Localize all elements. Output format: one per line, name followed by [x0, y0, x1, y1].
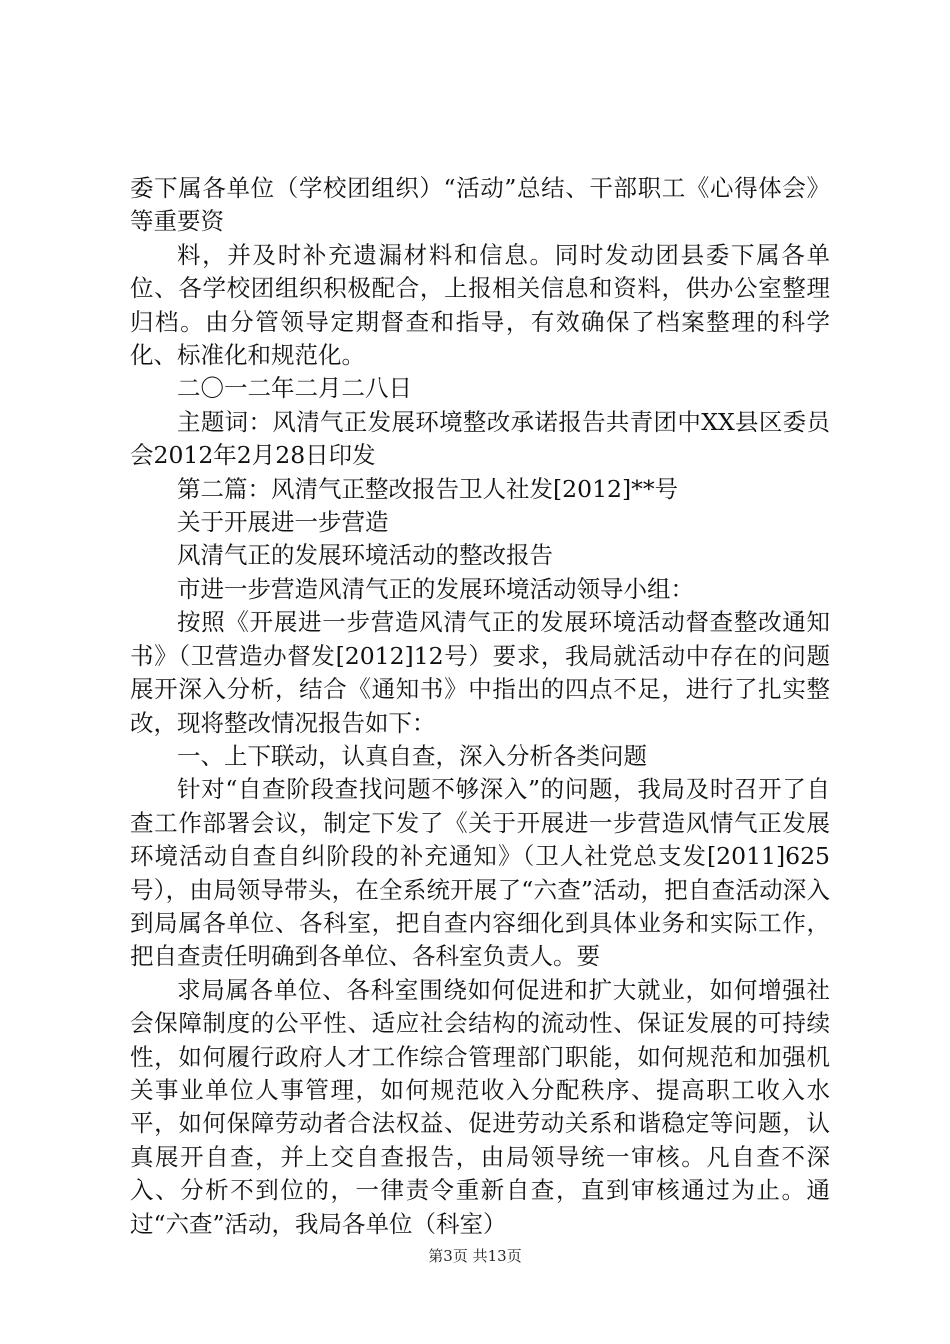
paragraph-keywords: 主题词：风清气正发展环境整改承诺报告共青团中XX县区委员会2012年2月28日印发	[130, 407, 830, 470]
page-number-footer: 第3页 共13页	[428, 1247, 522, 1265]
document-body	[130, 172, 830, 1241]
paragraph-date: 二〇一二年二月二八日	[177, 374, 412, 403]
paragraph-section-body-1: 针对“自查阶段查找问题不够深入”的问题，我局及时召开了自查工作部署会议，制定下发了《关于开展进一步营造风情气正发展环境活动自查自纠阶段的补充通知》（卫人社党总支发[2011]625号），由局领导带头，在全系统开展了“六查”活动，把自查活动深入到局属各单位、各科室，把自查内容细化到具体业务和实际工作，把自查责任明确到各单位、各科室负责人。要	[130, 775, 830, 971]
paragraph-section-heading-1: 一、上下联动，认真自查，深入分析各类问题	[177, 741, 647, 770]
paragraph-report-title-line-1: 关于开展进一步营造	[177, 508, 389, 537]
paragraph-recipient: 市进一步营造风清气正的发展环境活动领导小组：	[177, 574, 694, 603]
paragraph-section-body-2: 求局属各单位、各科室围绕如何促进和扩大就业，如何增强社会保障制度的公平性、适应社会结构的流动性、保证发展的可持续性，如何履行政府人才工作综合管理部门职能，如何规范和加强机关事业单位人事管理，如何规范收入分配秩序、提高职工收入水平，如何保障劳动者合法权益、促进劳动关系和谐稳定等问题，认真展开自查，并上交自查报告，由局领导统一审核。凡自查不深入、分析不到位的，一律责令重新自查，直到审核通过为止。通过“六查”活动，我局各单位（科室）	[130, 975, 830, 1238]
paragraph-report-title-line-2: 风清气正的发展环境活动的整改报告	[177, 541, 553, 570]
paragraph-intro: 按照《开展进一步营造风清气正的发展环境活动督查整改通知书》（卫营造办督发[2012]12号）要求，我局就活动中存在的问题展开深入分析，结合《通知书》中指出的四点不足，进行了扎实整改，现将整改情况报告如下：	[130, 608, 830, 737]
paragraph-1: 委下属各单位（学校团组织）“活动”总结、干部职工《心得体会》等重要资	[130, 174, 830, 236]
paragraph-chapter-two-title: 第二篇：风清气正整改报告卫人社发[2012]**号	[177, 474, 679, 503]
paragraph-2: 料，并及时补充遗漏材料和信息。同时发动团县委下属各单位、各学校团组织积极配合，上报相关信息和资料，供办公室整理归档。由分管领导定期督查和指导，有效确保了档案整理的科学化、标准化和规范化。	[130, 240, 830, 370]
